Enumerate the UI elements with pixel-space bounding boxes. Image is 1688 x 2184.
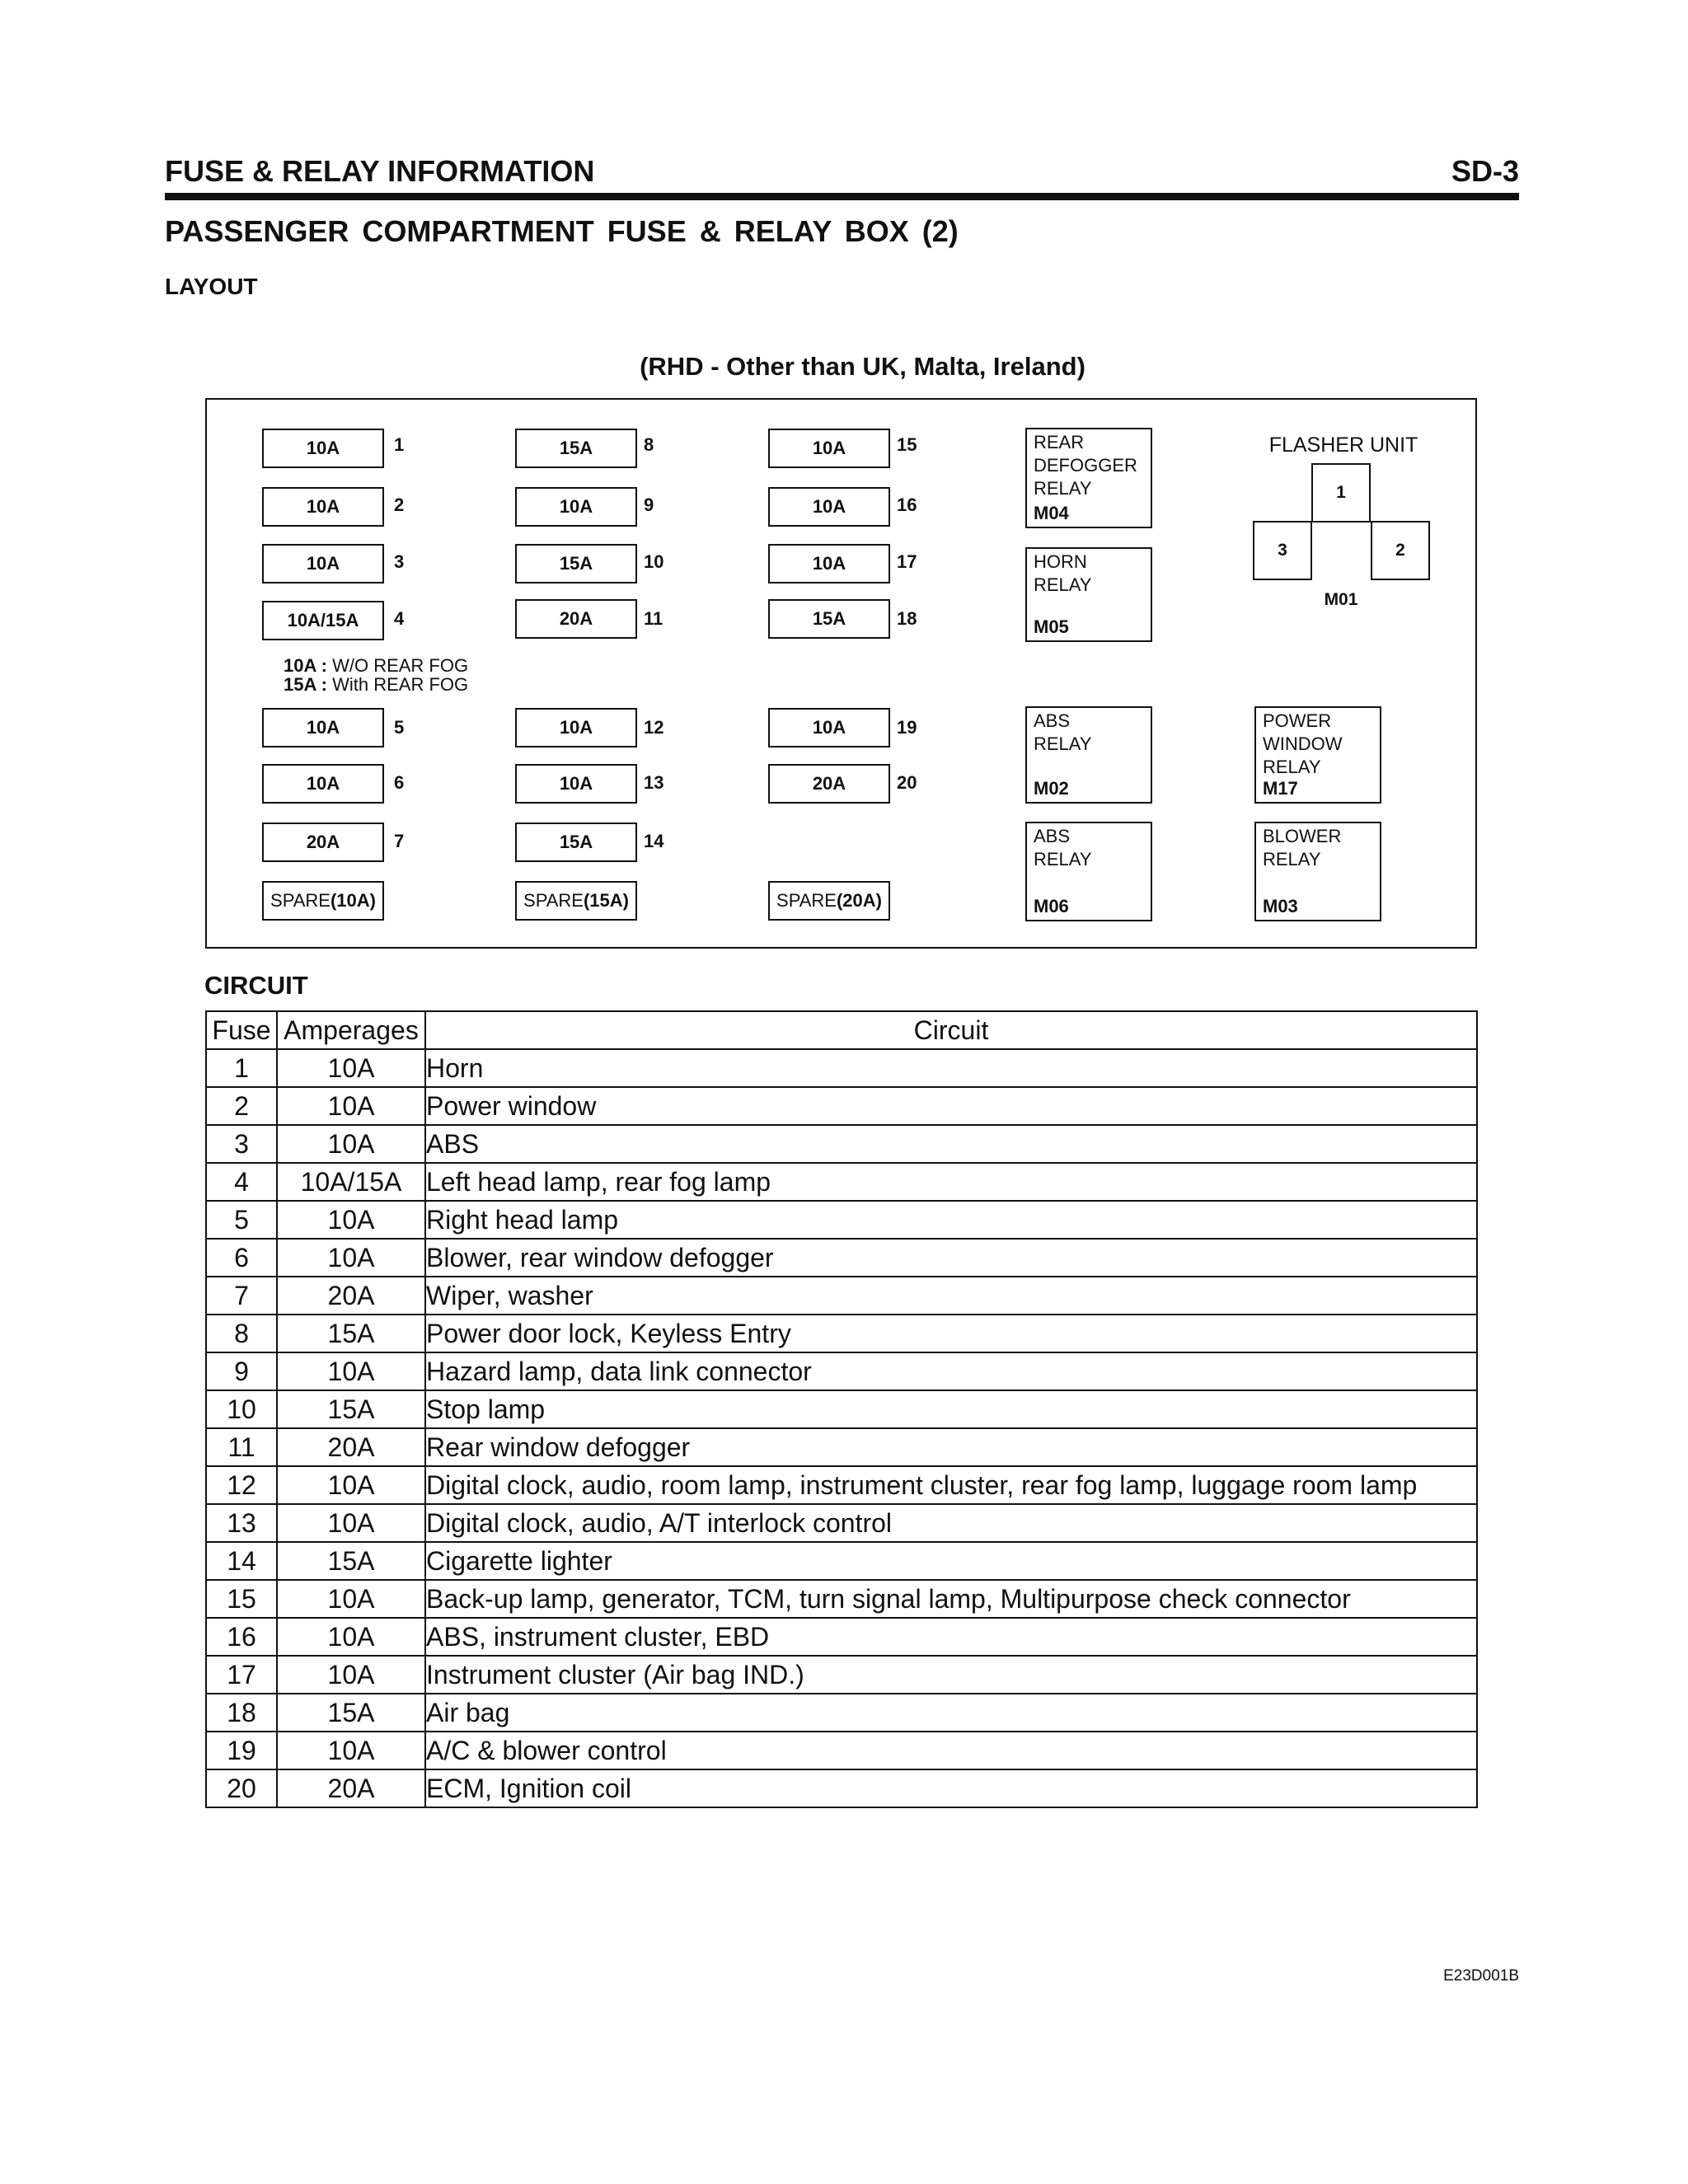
cell-fuse: 16 [206, 1618, 277, 1656]
cell-amperage: 10A [277, 1656, 425, 1694]
fuse-box-slot: 10A [262, 429, 384, 468]
cell-fuse: 6 [206, 1239, 277, 1277]
relay-label: REAR DEFOGGER RELAY [1034, 432, 1137, 499]
table-row [206, 1315, 1477, 1352]
table-row [206, 1732, 1477, 1769]
table-row [206, 1656, 1477, 1694]
relay-id: M06 [1034, 896, 1069, 916]
relay-id: M02 [1034, 778, 1069, 799]
cell-fuse: 13 [206, 1504, 277, 1542]
cell-amperage: 10A [277, 1239, 425, 1277]
cell-circuit: Digital clock, audio, A/T interlock control [425, 1504, 1477, 1542]
fuse-box-slot: 10A [768, 708, 890, 748]
fuse-number: 8 [644, 434, 654, 455]
cell-circuit: Rear window defogger [425, 1428, 1477, 1466]
fuse-number: 20 [897, 772, 917, 793]
document-id: E23D001B [1443, 1967, 1519, 1985]
spare-rating: (20A) [836, 890, 882, 911]
cell-amperage: 10A [277, 1125, 425, 1163]
flasher-unit-title: FLASHER UNIT [1268, 434, 1418, 457]
table-row [206, 1580, 1477, 1618]
fuse-box-slot: 10A/15A [262, 601, 384, 640]
cell-amperage: 20A [277, 1277, 425, 1315]
relay-id: M05 [1034, 616, 1069, 637]
relay-label: BLOWER RELAY [1263, 826, 1342, 869]
fuse-box-slot: 10A [262, 544, 384, 583]
cell-circuit: Blower, rear window defogger [425, 1239, 1477, 1277]
fuse-number: 10 [644, 551, 664, 572]
cell-amperage: 10A [277, 1618, 425, 1656]
flasher-pin-1: 1 [1311, 463, 1371, 523]
flasher-pin-2: 2 [1371, 521, 1430, 580]
table-row [206, 1428, 1477, 1466]
cell-circuit: Power window [425, 1087, 1477, 1125]
fuse-box-slot: 10A [515, 708, 637, 748]
fuse-number: 1 [394, 434, 405, 455]
relay-label: HORN RELAY [1034, 551, 1092, 595]
cell-amperage: 20A [277, 1428, 425, 1466]
relay-label: ABS RELAY [1034, 710, 1092, 754]
cell-fuse: 4 [206, 1163, 277, 1201]
cell-circuit: Instrument cluster (Air bag IND.) [425, 1656, 1477, 1694]
cell-circuit: Stop lamp [425, 1390, 1477, 1428]
table-row [206, 1087, 1477, 1125]
table-header-row [206, 1011, 1477, 1049]
cell-fuse: 5 [206, 1201, 277, 1239]
relay-abs-m06 [1025, 822, 1152, 921]
table-row [206, 1694, 1477, 1732]
cell-amperage: 10A/15A [277, 1163, 425, 1201]
fuse-box-slot: 10A [262, 708, 384, 748]
relay-abs-m02 [1025, 706, 1152, 804]
spare-label: SPARE [523, 890, 584, 911]
fuse-number: 6 [394, 772, 405, 793]
section-title: FUSE & RELAY INFORMATION [165, 154, 595, 188]
fuse-number: 18 [897, 608, 917, 629]
relay-id: M04 [1034, 503, 1069, 523]
cell-circuit: Horn [425, 1049, 1477, 1087]
column-header-fuse: Fuse [206, 1011, 277, 1049]
cell-circuit: ABS [425, 1125, 1477, 1163]
fuse-box-slot: 15A [515, 429, 637, 468]
fuse-box-slot: 15A [515, 823, 637, 862]
cell-fuse: 3 [206, 1125, 277, 1163]
cell-amperage: 10A [277, 1580, 425, 1618]
cell-circuit: Digital clock, audio, room lamp, instrument cluster, rear fog lamp, luggage room lamp [425, 1466, 1477, 1504]
variant-caption: (RHD - Other than UK, Malta, Ireland) [640, 352, 1085, 381]
table-row [206, 1390, 1477, 1428]
cell-fuse: 9 [206, 1352, 277, 1390]
table-row [206, 1769, 1477, 1807]
table-row [206, 1352, 1477, 1390]
fuse-number: 4 [394, 608, 405, 629]
fuse-box-slot: 10A [515, 487, 637, 527]
note-rating: 10A : [284, 655, 327, 676]
cell-fuse: 14 [206, 1542, 277, 1580]
fuse-number: 7 [394, 831, 405, 851]
fuse-box-slot: 10A [768, 544, 890, 583]
fuse-number: 9 [644, 494, 654, 515]
relay-id: M03 [1263, 896, 1298, 916]
fuse-box-slot: 15A [515, 544, 637, 583]
fuse-box-slot: 20A [515, 599, 637, 639]
table-row [206, 1163, 1477, 1201]
table-row [206, 1504, 1477, 1542]
table-row [206, 1618, 1477, 1656]
cell-amperage: 10A [277, 1732, 425, 1769]
cell-amperage: 15A [277, 1315, 425, 1352]
table-row [206, 1466, 1477, 1504]
spare-fuse-slot [768, 881, 890, 921]
fuse-box-slot: 10A [768, 487, 890, 527]
cell-fuse: 7 [206, 1277, 277, 1315]
circuit-table [205, 1010, 1478, 1808]
fuse-number: 14 [644, 831, 664, 851]
table-row [206, 1201, 1477, 1239]
layout-heading: LAYOUT [165, 274, 258, 299]
fuse-box-slot: 10A [515, 764, 637, 804]
cell-fuse: 12 [206, 1466, 277, 1504]
fuse-box-slot: 20A [262, 823, 384, 862]
table-row [206, 1542, 1477, 1580]
table-row [206, 1049, 1477, 1087]
circuit-heading: CIRCUIT [204, 971, 308, 1000]
column-header-circuit: Circuit [425, 1011, 1477, 1049]
note-text: W/O REAR FOG [326, 655, 469, 676]
cell-amperage: 15A [277, 1694, 425, 1732]
spare-label: SPARE [270, 890, 331, 911]
spare-rating: (10A) [330, 890, 376, 911]
cell-amperage: 15A [277, 1390, 425, 1428]
cell-amperage: 10A [277, 1201, 425, 1239]
fuse-box-slot: 15A [768, 599, 890, 639]
cell-amperage: 10A [277, 1466, 425, 1504]
note-rating: 15A : [284, 674, 327, 695]
fuse-number: 11 [644, 608, 663, 629]
cell-fuse: 8 [206, 1315, 277, 1352]
fuse-number: 5 [394, 717, 405, 738]
cell-circuit: Hazard lamp, data link connector [425, 1352, 1477, 1390]
cell-circuit: Cigarette lighter [425, 1542, 1477, 1580]
cell-circuit: Right head lamp [425, 1201, 1477, 1239]
header-rule [165, 193, 1519, 200]
spare-fuse-slot [515, 881, 637, 921]
table-row [206, 1239, 1477, 1277]
cell-amperage: 10A [277, 1352, 425, 1390]
cell-amperage: 10A [277, 1049, 425, 1087]
column-header-amperages: Amperages [277, 1011, 425, 1049]
fuse-number: 12 [644, 717, 664, 738]
relay-id: M17 [1263, 778, 1298, 799]
cell-fuse: 20 [206, 1769, 277, 1807]
cell-fuse: 15 [206, 1580, 277, 1618]
cell-amperage: 10A [277, 1504, 425, 1542]
fuse-box-slot: 10A [768, 429, 890, 468]
fuse-box-slot: 10A [262, 764, 384, 804]
cell-circuit: A/C & blower control [425, 1732, 1477, 1769]
cell-circuit: Left head lamp, rear fog lamp [425, 1163, 1477, 1201]
fuse-number: 17 [897, 551, 917, 572]
relay-label: POWER WINDOW RELAY [1263, 710, 1343, 777]
cell-amperage: 20A [277, 1769, 425, 1807]
fuse-number: 19 [897, 717, 917, 738]
flasher-pin-3: 3 [1253, 521, 1312, 580]
cell-fuse: 1 [206, 1049, 277, 1087]
table-row [206, 1125, 1477, 1163]
fuse-number: 3 [394, 551, 405, 572]
spare-fuse-slot [262, 881, 384, 921]
cell-amperage: 15A [277, 1542, 425, 1580]
cell-fuse: 17 [206, 1656, 277, 1694]
fuse-number: 2 [394, 494, 405, 515]
relay-power-window [1254, 706, 1381, 804]
fuse-box-slot: 10A [262, 487, 384, 527]
fuse-box-slot: 20A [768, 764, 890, 804]
cell-circuit: Power door lock, Keyless Entry [425, 1315, 1477, 1352]
cell-circuit: Wiper, washer [425, 1277, 1477, 1315]
cell-fuse: 18 [206, 1694, 277, 1732]
fuse-number: 13 [644, 772, 664, 793]
fuse4-note [284, 656, 468, 694]
table-row [206, 1277, 1477, 1315]
cell-fuse: 11 [206, 1428, 277, 1466]
cell-fuse: 19 [206, 1732, 277, 1769]
flasher-unit-id: M01 [1324, 590, 1358, 609]
cell-circuit: ECM, Ignition coil [425, 1769, 1477, 1807]
cell-fuse: 2 [206, 1087, 277, 1125]
relay-label: ABS RELAY [1034, 826, 1092, 869]
fuse-number: 15 [897, 434, 917, 455]
note-text: With REAR FOG [326, 674, 469, 695]
fuse-number: 16 [897, 494, 917, 515]
relay-blower [1254, 822, 1381, 921]
page-subtitle: PASSENGER COMPARTMENT FUSE & RELAY BOX (2) [165, 214, 959, 248]
spare-label: SPARE [776, 890, 837, 911]
cell-fuse: 10 [206, 1390, 277, 1428]
relay-horn [1025, 547, 1152, 642]
page-code: SD-3 [1451, 154, 1519, 188]
cell-circuit: ABS, instrument cluster, EBD [425, 1618, 1477, 1656]
relay-rear-defogger [1025, 428, 1152, 528]
cell-circuit: Air bag [425, 1694, 1477, 1732]
cell-amperage: 10A [277, 1087, 425, 1125]
cell-circuit: Back-up lamp, generator, TCM, turn signal lamp, Multipurpose check connector [425, 1580, 1477, 1618]
spare-rating: (15A) [583, 890, 629, 911]
